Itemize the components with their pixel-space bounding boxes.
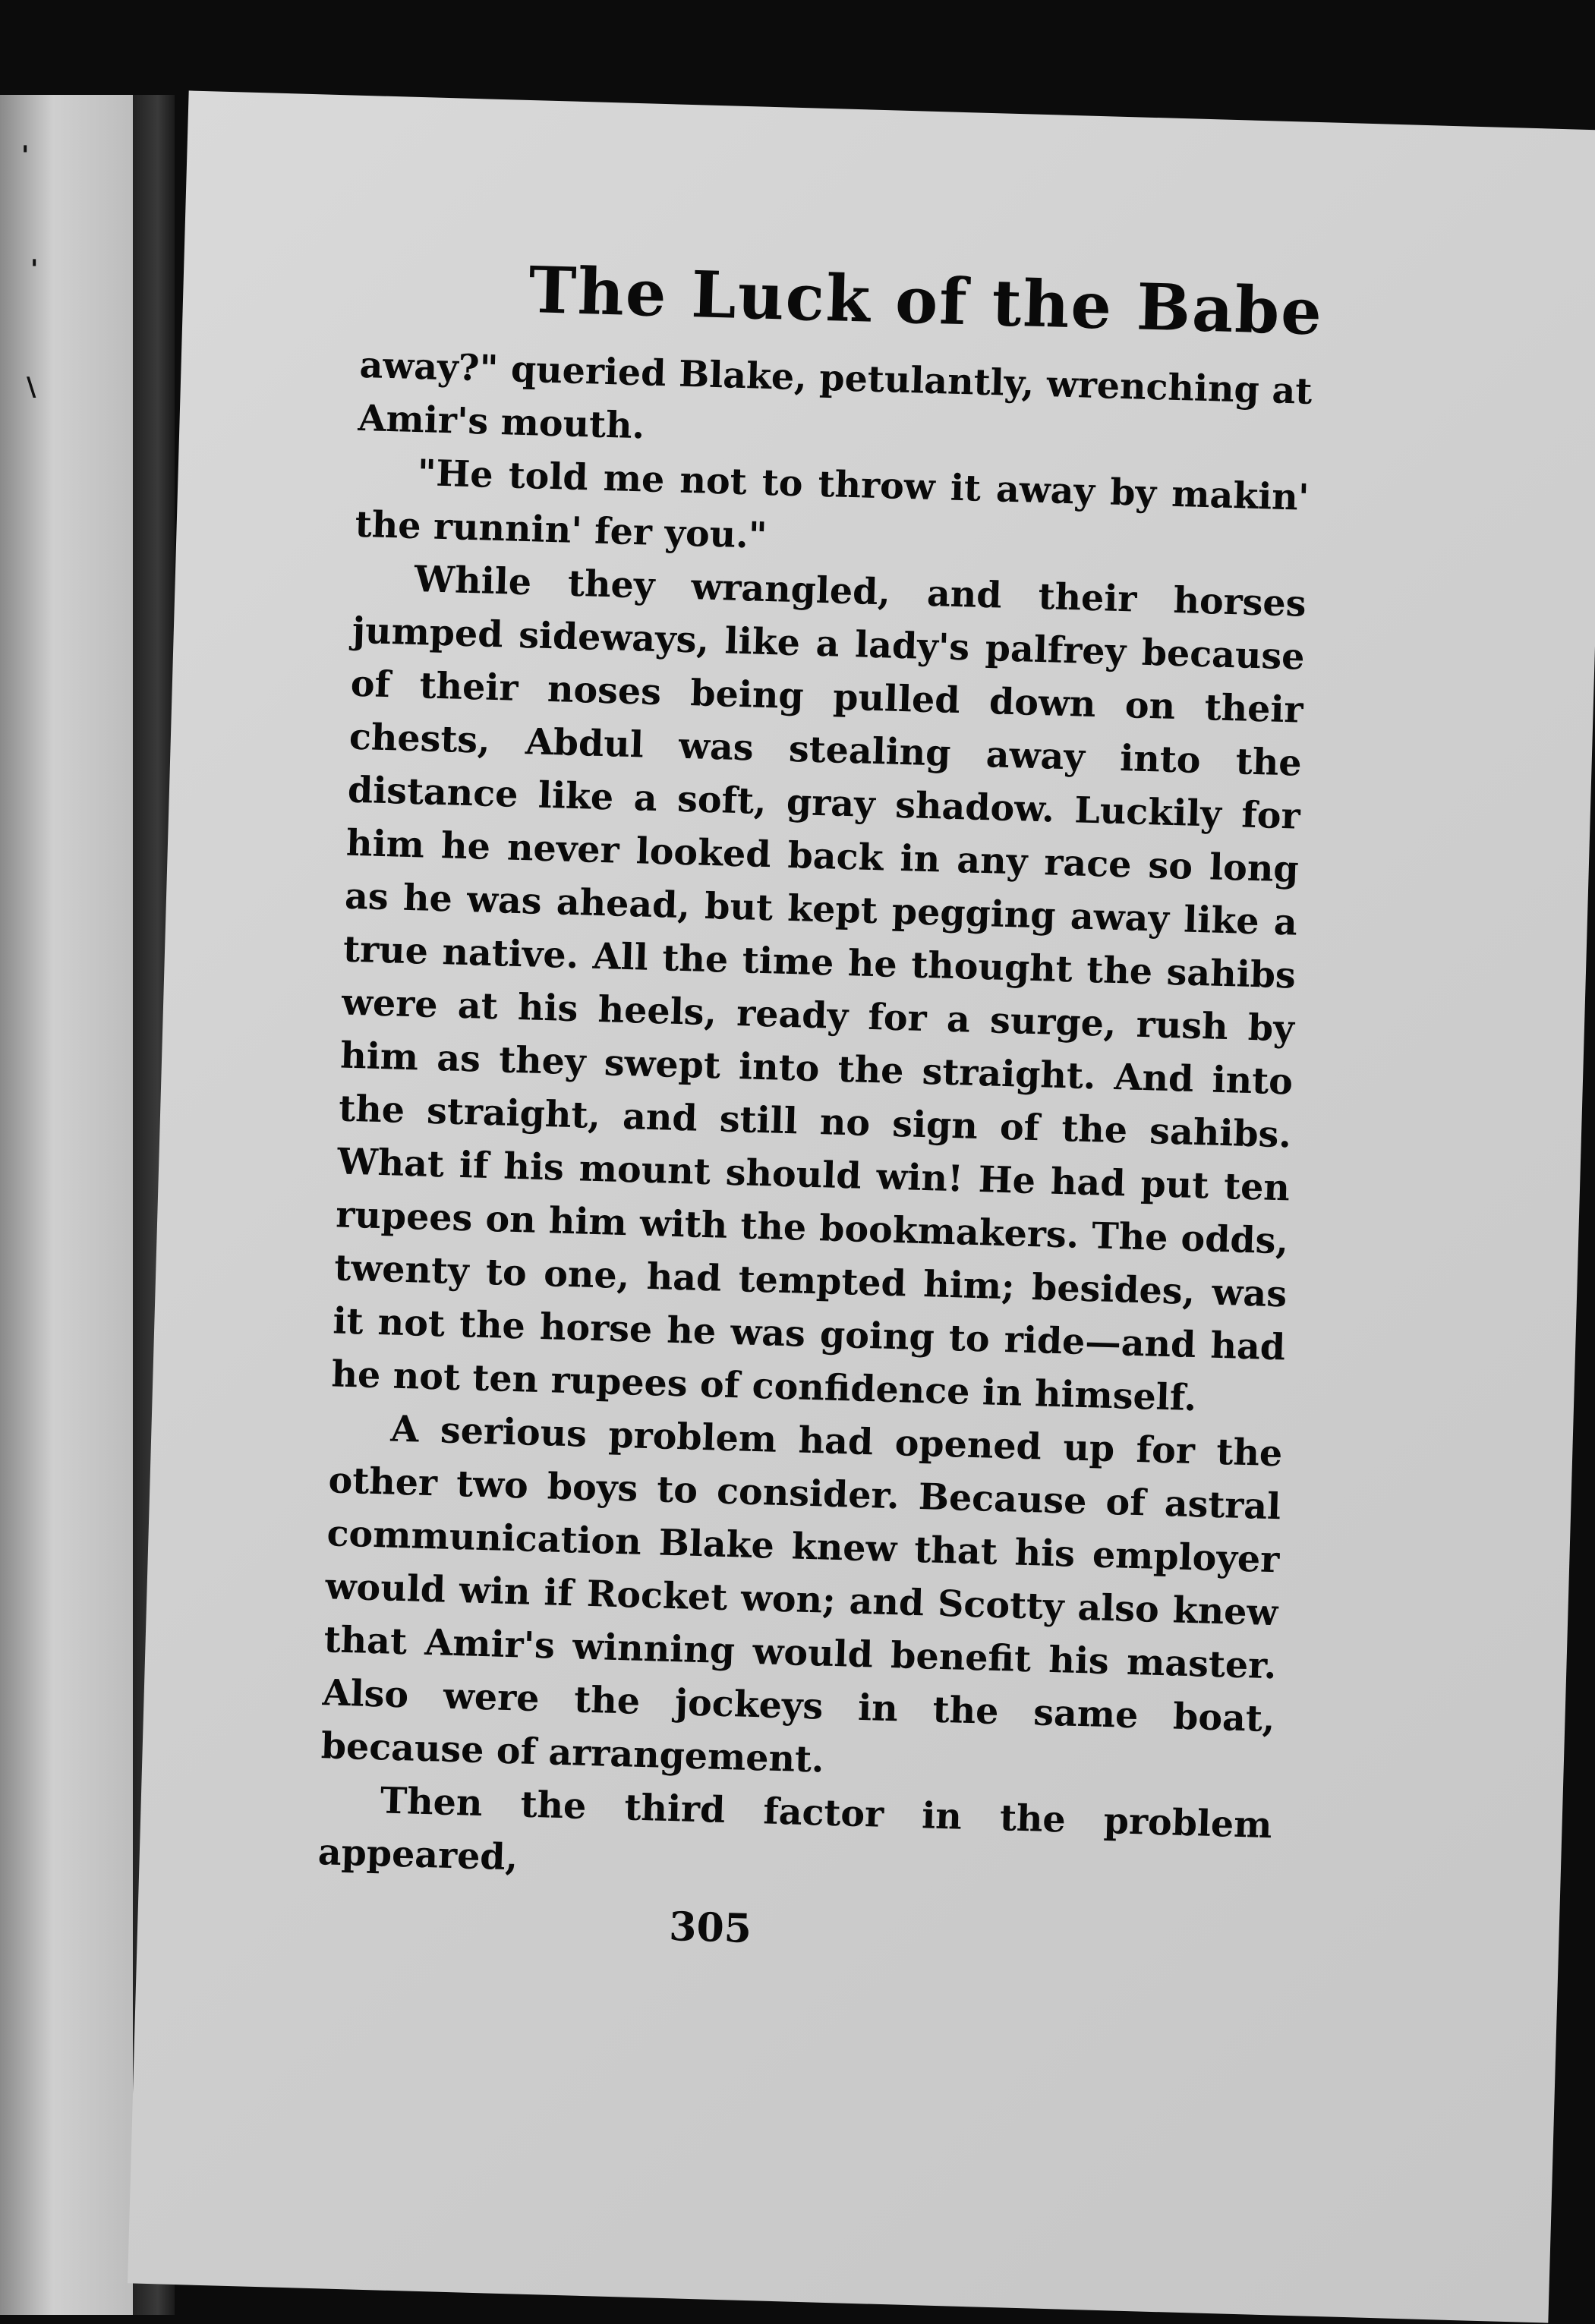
page-body [317,339,1313,1905]
paragraph: Then the third factor in the problem appeared, [317,1779,1273,1879]
margin-mark: ' [30,254,39,285]
book-page [128,90,1595,2322]
paragraph: "He told me not to throw it away by makin' the runnin' fer you." [355,452,1310,557]
page-number: 305 [668,1904,752,1953]
running-head: The Luck of the Babe [528,252,1325,350]
adjacent-page [0,95,133,2315]
paragraph: While they wrangled, and their horses jumped sideways, like a lady's palfrey because of their noses being pulled down on their chests, Abdul was stealing away into the distance like a soft, gray shadow. Luckily for him he never looked back in any race so long as he was ahead, but kept pegging away like a true native. All the time he thought the sahibs were at his heels, ready for a surge, rush by him as they swept into the straight. And into the straight, and still no sign of the sahibs. What if his mount should win! He had put ten rupees on him with the bookmakers. The odds, twenty to one, had tempted him; besides, was it not the horse he was going to ride—and had he not ten rupees of confidence in himself. [330,557,1307,1420]
paragraph: away?" queried Blake, petulantly, wrenching at Amir's mouth. [357,343,1313,448]
paragraph: A serious problem had opened up for the other two boys to consider. Because of astral communication Blake knew that his employer would win if Rocket won; and Scotty also knew that Amir's winning would benefit his master. Also were the jockeys in the same boat, because of arrangement. [320,1407,1283,1781]
margin-mark: ' [21,140,30,171]
margin-mark: \ [27,372,36,402]
